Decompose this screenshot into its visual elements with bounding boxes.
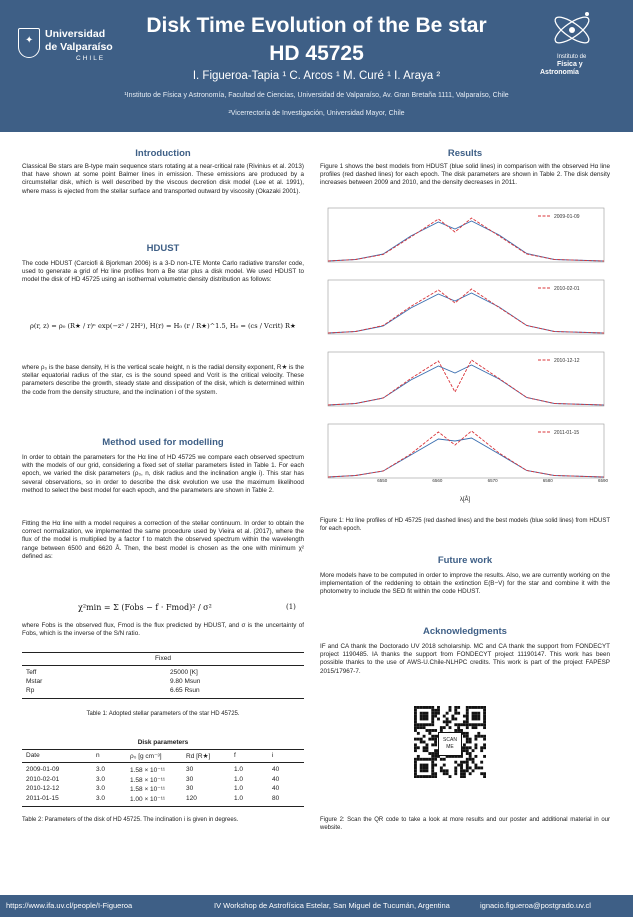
- authors: I. Figueroa-Tapia ¹ C. Arcos ¹ M. Curé ¹ I. Araya ²: [192, 70, 441, 82]
- table2-cell: 40: [272, 766, 280, 773]
- introduction-title: Introduction: [135, 148, 191, 159]
- results-text: Figure 1 shows the best models from HDUST (blue solid lines) in comparison with the observed Hα line profiles (red dashed lines) for each epoch. The disk parameters are shown in Table 2. The disk density increases between 2009 and 2010, and the density decreases in 2011.: [320, 163, 610, 187]
- uv-logo-line2: de Valparaíso: [45, 41, 113, 53]
- uv-logo-line3: CHILE: [76, 55, 106, 62]
- table2-bottom-rule: [22, 806, 304, 807]
- poster-footer: [0, 895, 633, 917]
- table2-cell: 1.58 × 10⁻¹¹: [130, 776, 166, 784]
- table1-header: Fixed: [155, 655, 171, 662]
- table1-value: 9.80 Msun: [170, 678, 201, 685]
- line-profile-chart: [320, 348, 610, 410]
- table1-bottom-rule: [22, 698, 304, 699]
- line-profile-panel: [320, 204, 610, 266]
- footer-email-link[interactable]: ignacio.figueroa@postgrado.uv.cl: [480, 901, 591, 910]
- table2-col-rd: Rd [R★]: [186, 753, 211, 760]
- method-title: Method used for modelling: [102, 437, 224, 448]
- line-profile-chart: [320, 204, 610, 266]
- table2-col-n: n: [96, 752, 100, 759]
- atom-icon: [549, 8, 595, 52]
- poster-title: Disk Time Evolution of the Be star: [146, 14, 487, 37]
- table2-col-rho: ρ₀ [g cm⁻³]: [130, 753, 162, 760]
- table1-label: Teff: [26, 669, 37, 676]
- future-work-title: Future work: [437, 555, 493, 566]
- method-text-1: In order to obtain the parameters for the Hα line of HD 45725 we compare each observed spectrum with the models of our grid, considering a fixed set of stellar parameters listed in Table 1. For each epoch, we varied the disk parameters (ρ₀, n, disk radius and the inclination angle i). This star has several observations, so in order to describe the disk evolution we use the maximum likelihood method to select the best model for each epoch, and the parameters are shown in Table 2.: [22, 454, 304, 494]
- ifa-logo-line3: Astronomía: [540, 69, 579, 76]
- affiliation-2: ²Vicerrectoría de Investigación, Universidad Mayor, Chile: [228, 110, 405, 117]
- table2-header: Disk parameters: [137, 739, 189, 746]
- qr-caption: Figure 2: Scan the QR code to take a look at more results and our poster and additional material in our website.: [320, 817, 610, 832]
- table1-mid-rule: [22, 665, 304, 666]
- line-profile-panel: [320, 348, 610, 410]
- hdust-text-2: where ρ₀ is the base density, H is the vertical scale height, n is the radial density exponent, R★ is the stellar equatorial radius of the star, cs is the sound speed and Vcrit is the critical velocity. These parameters describe the growth, steady state and dissipation of the disk, which is determined within the code from the density structure, and the inclination i of the system.: [22, 364, 304, 396]
- panel-date-label: 2010-02-01: [554, 286, 580, 292]
- table2-cell: 1.0: [234, 766, 244, 773]
- table1-caption: Table 1: Adopted stellar parameters of the star HD 45725.: [86, 711, 240, 717]
- table2-cell: 2011-01-15: [26, 794, 59, 802]
- table2-cell: 2010-02-01: [26, 775, 60, 783]
- table2-cell: 30: [186, 766, 194, 773]
- acknowledgments-text: IF and CA thank the Doctorado UV 2018 scholarship. MC and CA thank the support from FONDECYT project 1190485. IA thanks the support from FONDECYT project 11190147. This work has been possible thanks to the use of AWS-U.Chile-NLHPC credits. This work is part of the project FAPESP 2015/17967-7.: [320, 643, 610, 675]
- figure1-xlabel: λ[Å]: [459, 497, 471, 503]
- x-tick-label: 6580: [542, 478, 553, 482]
- line-profile-panel: [320, 420, 610, 482]
- hdust-text: The code HDUST (Carciofi & Bjorkman 2006) is a 3-D non-LTE Monte Carlo radiative transfer code, used to generate a grid of Hα line profiles from a Be star plus a disk model. We used HDUST to model the disk of HD 45725 using an isothermal volumetric density distribution as follows:: [22, 260, 304, 284]
- table2-cell: 2009-01-09: [26, 766, 60, 773]
- table2-cell: 2010-12-12: [26, 785, 60, 792]
- x-tick-label: 6550: [377, 478, 388, 482]
- equation-number: (1): [286, 603, 296, 611]
- table2-top-rule: [22, 749, 304, 750]
- table2-cell: 1.58 × 10⁻¹¹: [130, 786, 166, 793]
- table1-label: Rp: [26, 687, 35, 694]
- ifa-logo: [535, 8, 615, 80]
- panel-date-label: 2011-01-15: [554, 430, 580, 436]
- x-tick-label: 6570: [487, 478, 498, 482]
- table2-cell: 1.58 × 10⁻¹¹: [130, 767, 166, 774]
- table2-cell: 80: [272, 794, 280, 802]
- results-title: Results: [447, 148, 483, 159]
- density-equation: ρ(r, z) = ρ₀ (R★ / r)ⁿ exp(−z² / 2H²), H(r) = H₀ (r / R★)^1.5, H₀ = (cs / Vcrit) R★: [30, 322, 296, 330]
- uv-logo-line1: Universidad: [45, 28, 106, 40]
- table2-cell: 30: [186, 785, 194, 792]
- x-tick-label: 6560: [432, 478, 443, 482]
- table2-cell: 1.0: [234, 794, 244, 802]
- table2-col-date: Date: [26, 752, 40, 759]
- affiliation-1: ¹Instituto de Física y Astronomía, Facultad de Ciencias, Universidad de Valparaíso, Av. Gran Bretaña 1111, Valparaíso, Chile: [124, 92, 509, 99]
- scan-me-label: SCAN ME: [438, 732, 462, 756]
- chi2-equation: χ²min = Σ (Fobs − f · Fmod)² / σ²: [78, 603, 212, 612]
- method-text-3: where Fobs is the observed flux, Fmod is the flux predicted by HDUST, and σ is the uncertainty of Fobs, which is the inverse of the S/N ratio.: [22, 622, 304, 638]
- method-text-2: Fitting the Hα line with a model requires a correction of the stellar continuum. In order to obtain the correct normalization, we implemented the same procedure used by Vieira et al. (2017), where the flux of the model is multiplied by a factor f to match the observed spectrum within the wavelength range between 6500 and 6620 Å. Then, the best model is chosen as the one with minimum χ² defined as:: [22, 520, 304, 560]
- line-profile-chart: [320, 420, 610, 482]
- line-profile-chart: [320, 276, 610, 338]
- table2-cell: 1.00 × 10⁻¹¹: [130, 795, 166, 803]
- line-profile-panel: [320, 276, 610, 338]
- table2-mid-rule: [22, 762, 304, 763]
- table2-cell: 3.0: [96, 766, 106, 773]
- panel-date-label: 2009-01-09: [554, 214, 580, 220]
- table2-col-i: i: [272, 752, 274, 759]
- table1-value: 6.65 Rsun: [170, 687, 200, 694]
- table2-caption: Table 2: Parameters of the disk of HD 45725. The inclination i is given in degrees.: [22, 817, 239, 823]
- ifa-logo-line1: Instituto de: [557, 54, 587, 60]
- table1-top-rule: [22, 652, 304, 653]
- figure1-caption: Figure 1: Hα line profiles of HD 45725 (red dashed lines) and the best models (blue solid lines) from HDUST for each epoch.: [320, 518, 610, 533]
- table1-value: 25000 [K]: [170, 669, 198, 676]
- introduction-text: Classical Be stars are B-type main sequence stars rotating at a near-critical rate (Rivinius et al. 2013) that have shown at some point Balmer lines in emission. These emissions are produced by a circumstellar disk, which is well described by the viscous decretion disk model (Lee et al. 1991), where mass is ejected from the stellar surface and transported outward by viscosity (Okazaki 2001).: [22, 163, 304, 195]
- hdust-title: HDUST: [146, 243, 180, 254]
- table2-cell: 120: [186, 794, 197, 802]
- footer-website-link[interactable]: https://www.ifa.uv.cl/people/I-Figueroa: [6, 901, 133, 910]
- table2-cell: 1.0: [234, 785, 244, 792]
- table2-cell: 40: [272, 785, 280, 792]
- table2-cell: 3.0: [96, 775, 106, 783]
- table2-cell: 1.0: [234, 775, 244, 783]
- footer-conference: IV Workshop de Astrofísica Estelar, San Miguel de Tucumán, Argentina: [214, 901, 450, 910]
- table2-cell: 3.0: [96, 785, 106, 792]
- x-tick-label: 6590: [598, 478, 609, 482]
- ifa-logo-line2: Física y: [557, 61, 583, 68]
- future-work-text: More models have to be computed in order to improve the results. Also, we are currently working on the implementation of the reddening to obtain the extinction E(B−V) for the star and combine it with the photometry to include the SED fit within the code HDUST.: [320, 572, 610, 596]
- panel-date-label: 2010-12-12: [554, 358, 580, 364]
- table2-col-f: f: [234, 752, 236, 759]
- uv-shield-icon: ✦: [18, 28, 40, 58]
- qr-code[interactable]: [414, 706, 486, 796]
- poster-title-star: HD 45725: [269, 42, 364, 65]
- table2-cell: 40: [272, 775, 280, 783]
- table2-cell: 30: [186, 775, 194, 783]
- poster-header: [0, 0, 633, 132]
- acknowledgments-title: Acknowledgments: [423, 626, 507, 637]
- table1-label: Mstar: [26, 678, 43, 685]
- table2-cell: 3.0: [96, 794, 106, 802]
